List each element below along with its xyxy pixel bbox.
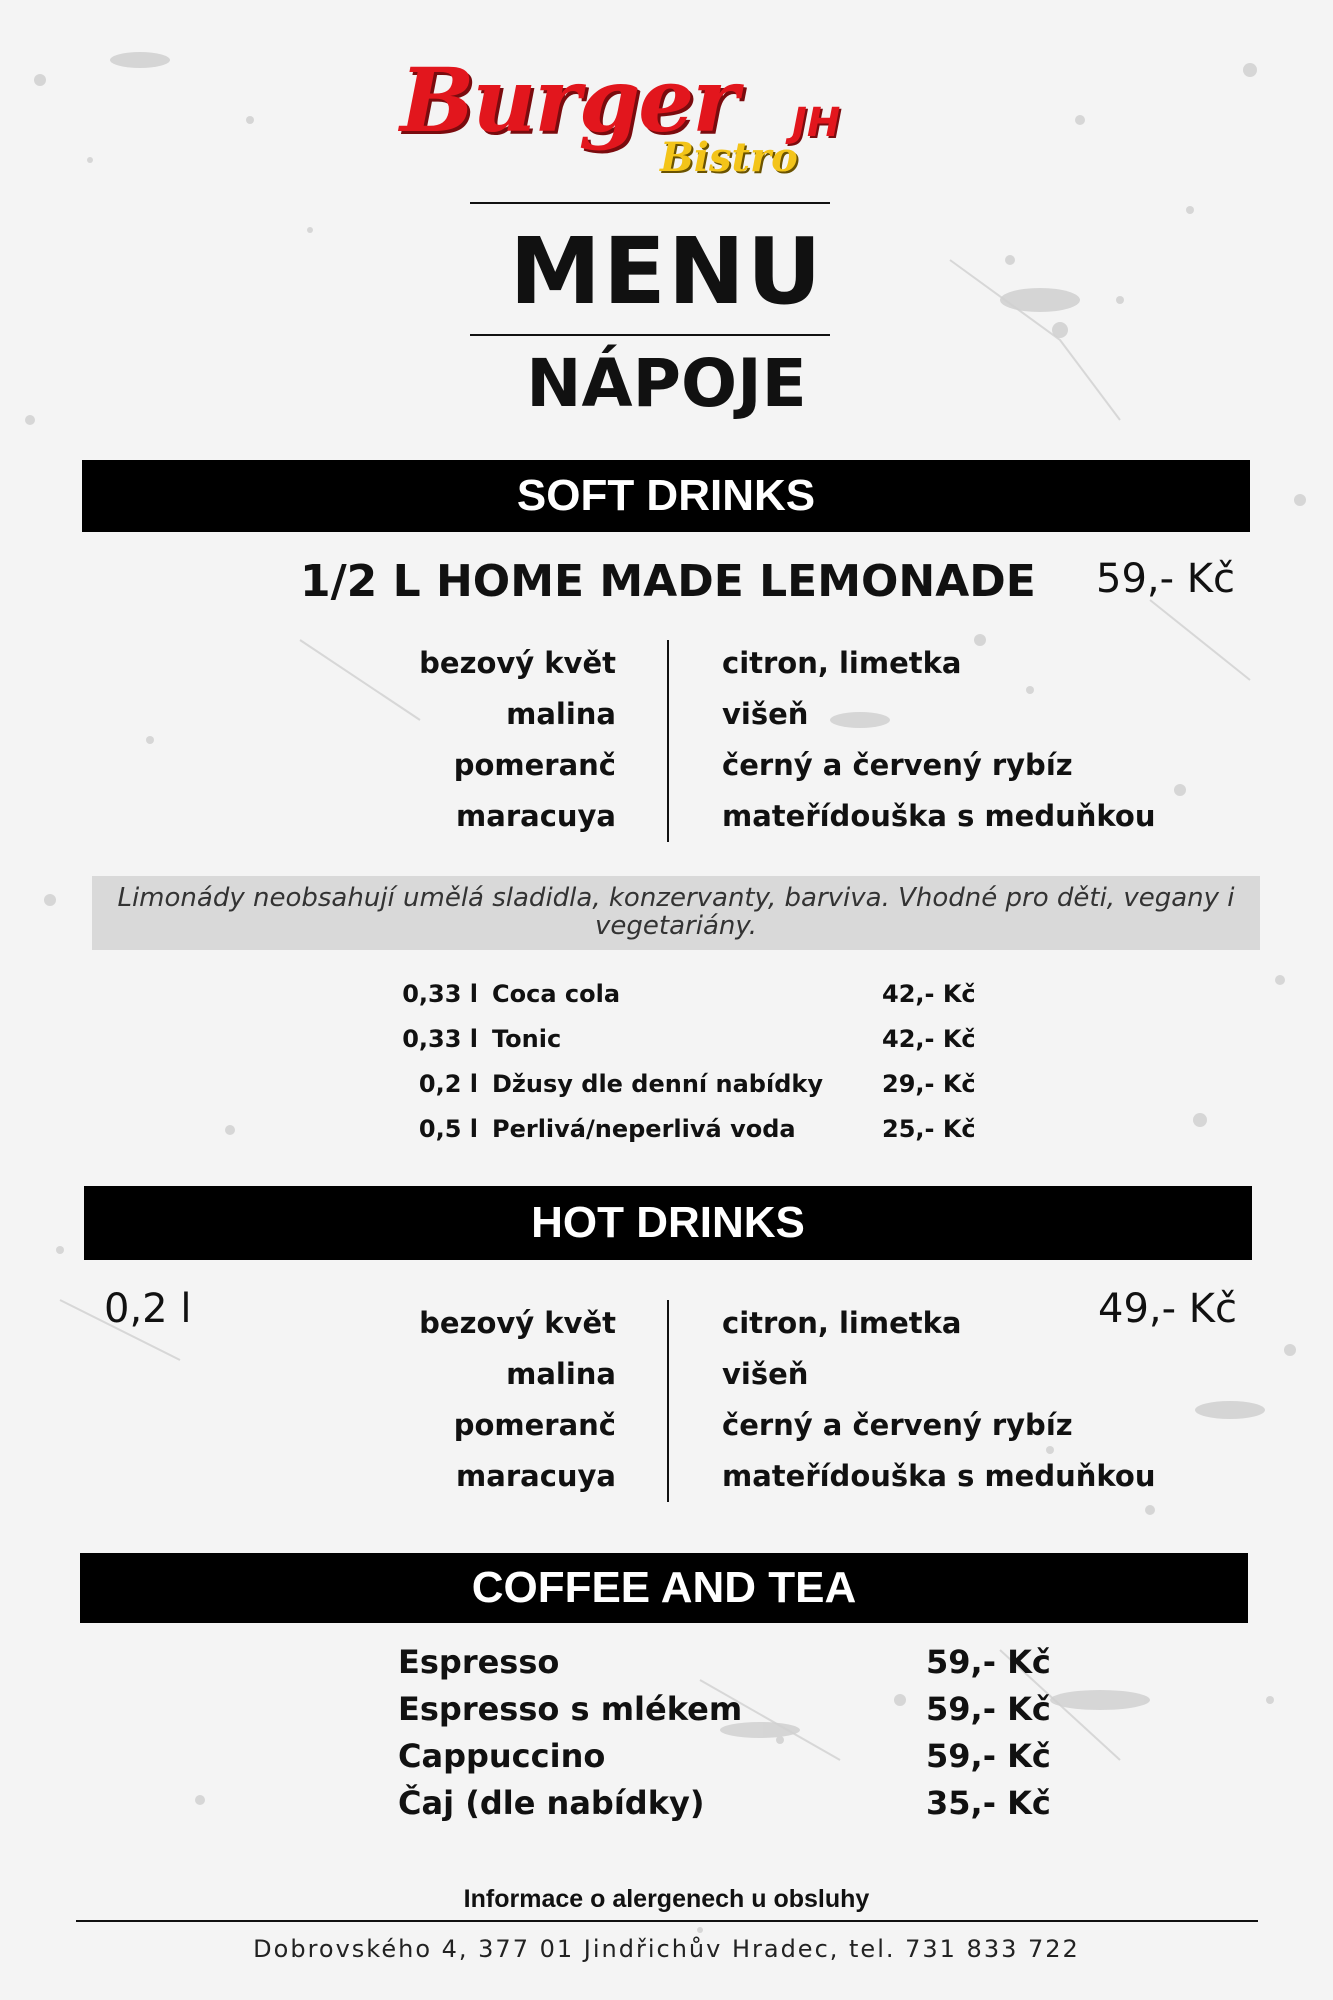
hot-drinks-volume: 0,2 l: [104, 1286, 192, 1332]
coffee-price: 59,- Kč: [926, 1643, 1051, 1681]
drink-price: 42,- Kč: [882, 1025, 976, 1053]
address: Dobrovského 4, 377 01 Jindřichův Hradec, tel. 731 833 722: [253, 1935, 1080, 1963]
page-subtitle: NÁPOJE: [526, 345, 807, 422]
hot-flavors-left: [380, 1298, 616, 1502]
lemonade-note: Limonády neobsahují umělá sladidla, konzervanty, barviva. Vhodné pro děti, vegany i vegetariány.: [92, 876, 1260, 950]
drink-volume: 0,33 l: [402, 1025, 478, 1053]
section-header-soft-drinks: SOFT DRINKS: [82, 460, 1250, 532]
flavor-item: malina: [506, 697, 616, 731]
flavor-item: pomeranč: [453, 748, 616, 782]
title-rule-top: [470, 202, 830, 204]
flavor-item: maracuya: [456, 1459, 616, 1493]
flavor-item: mateřídouška s meduňkou: [722, 799, 1156, 833]
logo-bistro-text: Bistro: [660, 134, 798, 181]
flavor-item: pomeranč: [453, 1408, 616, 1442]
lemonade-divider: [667, 640, 669, 842]
logo-jh-text: JH: [792, 100, 841, 146]
section-header-hot-drinks: HOT DRINKS: [84, 1186, 1252, 1260]
section-header-coffee-tea: COFFEE AND TEA: [80, 1553, 1248, 1623]
drink-name: Coca cola: [492, 980, 621, 1008]
flavor-item: černý a červený rybíz: [722, 748, 1073, 782]
coffee-price: 35,- Kč: [926, 1784, 1051, 1822]
coffee-name: Cappuccino: [398, 1737, 606, 1775]
drink-name: Džusy dle denní nabídky: [492, 1070, 823, 1098]
hot-flavors-right: [722, 1298, 1182, 1502]
hot-divider: [667, 1300, 669, 1502]
lemonade-title: 1/2 L HOME MADE LEMONADE: [300, 556, 1036, 607]
flavor-item: mateřídouška s meduňkou: [722, 1459, 1156, 1493]
flavor-item: višeň: [722, 697, 809, 731]
footer-rule: [76, 1920, 1258, 1922]
flavor-item: malina: [506, 1357, 616, 1391]
brand-logo: [380, 48, 940, 198]
flavor-item: maracuya: [456, 799, 616, 833]
hot-drinks-price: 49,- Kč: [1098, 1286, 1237, 1332]
coffee-name: Čaj (dle nabídky): [398, 1784, 705, 1822]
flavor-item: bezový květ: [419, 1306, 616, 1340]
drink-name: Tonic: [492, 1025, 562, 1053]
flavor-item: višeň: [722, 1357, 809, 1391]
allergen-info: Informace o alergenech u obsluhy: [463, 1885, 870, 1913]
drink-price: 29,- Kč: [882, 1070, 976, 1098]
flavor-item: citron, limetka: [722, 1306, 962, 1340]
coffee-price: 59,- Kč: [926, 1690, 1051, 1728]
title-rule-bottom: [470, 334, 830, 336]
page-title: MENU: [509, 218, 824, 325]
lemonade-flavors-right: [722, 638, 1182, 842]
drink-price: 25,- Kč: [882, 1115, 976, 1143]
flavor-item: citron, limetka: [722, 646, 962, 680]
drink-volume: 0,5 l: [418, 1115, 478, 1143]
flavor-item: bezový květ: [419, 646, 616, 680]
lemonade-price: 59,- Kč: [1096, 556, 1235, 602]
flavor-item: černý a červený rybíz: [722, 1408, 1073, 1442]
coffee-name: Espresso: [398, 1643, 560, 1681]
drink-volume: 0,2 l: [418, 1070, 478, 1098]
coffee-price: 59,- Kč: [926, 1737, 1051, 1775]
logo-burger-text: Burger: [400, 48, 737, 152]
coffee-name: Espresso s mlékem: [398, 1690, 743, 1728]
lemonade-flavors-left: [380, 638, 616, 842]
drink-name: Perlivá/neperlivá voda: [492, 1115, 796, 1143]
drink-volume: 0,33 l: [402, 980, 478, 1008]
drink-price: 42,- Kč: [882, 980, 976, 1008]
